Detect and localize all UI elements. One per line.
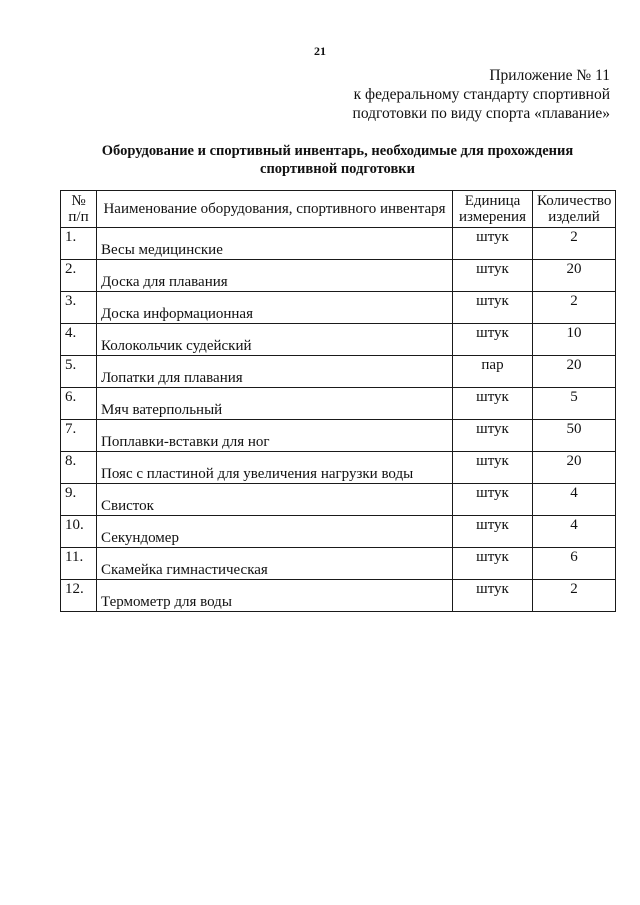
document-title-line-1: Оборудование и спортивный инвентарь, необходимые для прохождения — [101, 143, 574, 159]
row-number: 12. — [61, 580, 97, 612]
row-number: 3. — [61, 292, 97, 324]
appendix-reference: к федеральному стандарту спортивной — [353, 86, 610, 103]
table-row — [61, 228, 616, 260]
equipment-table — [60, 190, 616, 612]
row-quantity: 2 — [533, 292, 616, 324]
row-number: 10. — [61, 516, 97, 548]
header-quantity: Количество изделий — [533, 191, 616, 228]
table-row — [61, 516, 616, 548]
row-name: Колокольчик судейский — [97, 324, 453, 356]
appendix-number: Приложение № 11 — [489, 67, 610, 84]
row-number: 4. — [61, 324, 97, 356]
row-quantity: 4 — [533, 484, 616, 516]
header-name: Наименование оборудования, спортивного инвентаря — [97, 191, 453, 228]
row-quantity: 4 — [533, 516, 616, 548]
table-row — [61, 356, 616, 388]
row-unit: штук — [453, 388, 533, 420]
row-unit: штук — [453, 260, 533, 292]
row-quantity: 20 — [533, 260, 616, 292]
row-name: Поплавки-вставки для ног — [97, 420, 453, 452]
row-name: Термометр для воды — [97, 580, 453, 612]
appendix-header — [353, 66, 610, 123]
row-unit: штук — [453, 324, 533, 356]
row-name: Скамейка гимнастическая — [97, 548, 453, 580]
table-row — [61, 548, 616, 580]
row-unit: штук — [453, 452, 533, 484]
table-row — [61, 580, 616, 612]
row-number: 6. — [61, 388, 97, 420]
row-quantity: 2 — [533, 228, 616, 260]
row-quantity: 20 — [533, 452, 616, 484]
row-unit: штук — [453, 420, 533, 452]
table-row — [61, 388, 616, 420]
table-row — [61, 452, 616, 484]
row-number: 8. — [61, 452, 97, 484]
row-unit: штук — [453, 580, 533, 612]
row-number: 1. — [61, 228, 97, 260]
table-row — [61, 484, 616, 516]
row-number: 7. — [61, 420, 97, 452]
row-unit: пар — [453, 356, 533, 388]
row-quantity: 50 — [533, 420, 616, 452]
page-number: 21 — [314, 44, 326, 58]
table-row — [61, 420, 616, 452]
row-name: Мяч ватерпольный — [97, 388, 453, 420]
row-unit: штук — [453, 484, 533, 516]
header-unit: Единица измерения — [453, 191, 533, 228]
row-number: 11. — [61, 548, 97, 580]
row-quantity: 20 — [533, 356, 616, 388]
row-unit: штук — [453, 516, 533, 548]
row-unit: штук — [453, 292, 533, 324]
row-name: Лопатки для плавания — [97, 356, 453, 388]
document-title-line-2: спортивной подготовки — [260, 161, 415, 177]
row-name: Доска для плавания — [97, 260, 453, 292]
row-name: Весы медицинские — [97, 228, 453, 260]
row-unit: штук — [453, 228, 533, 260]
row-quantity: 6 — [533, 548, 616, 580]
row-name: Свисток — [97, 484, 453, 516]
table-row — [61, 324, 616, 356]
table-row — [61, 292, 616, 324]
row-quantity: 2 — [533, 580, 616, 612]
row-name: Секундомер — [97, 516, 453, 548]
row-number: 5. — [61, 356, 97, 388]
appendix-sport: подготовки по виду спорта «плавание» — [352, 105, 610, 122]
row-quantity: 5 — [533, 388, 616, 420]
row-number: 2. — [61, 260, 97, 292]
row-name: Пояс с пластиной для увеличения нагрузки воды — [97, 452, 453, 484]
table-row — [61, 260, 616, 292]
header-number: № п/п — [61, 191, 97, 228]
row-number: 9. — [61, 484, 97, 516]
row-name: Доска информационная — [97, 292, 453, 324]
row-quantity: 10 — [533, 324, 616, 356]
table-header-row — [61, 191, 616, 228]
row-unit: штук — [453, 548, 533, 580]
document-title — [60, 142, 615, 178]
